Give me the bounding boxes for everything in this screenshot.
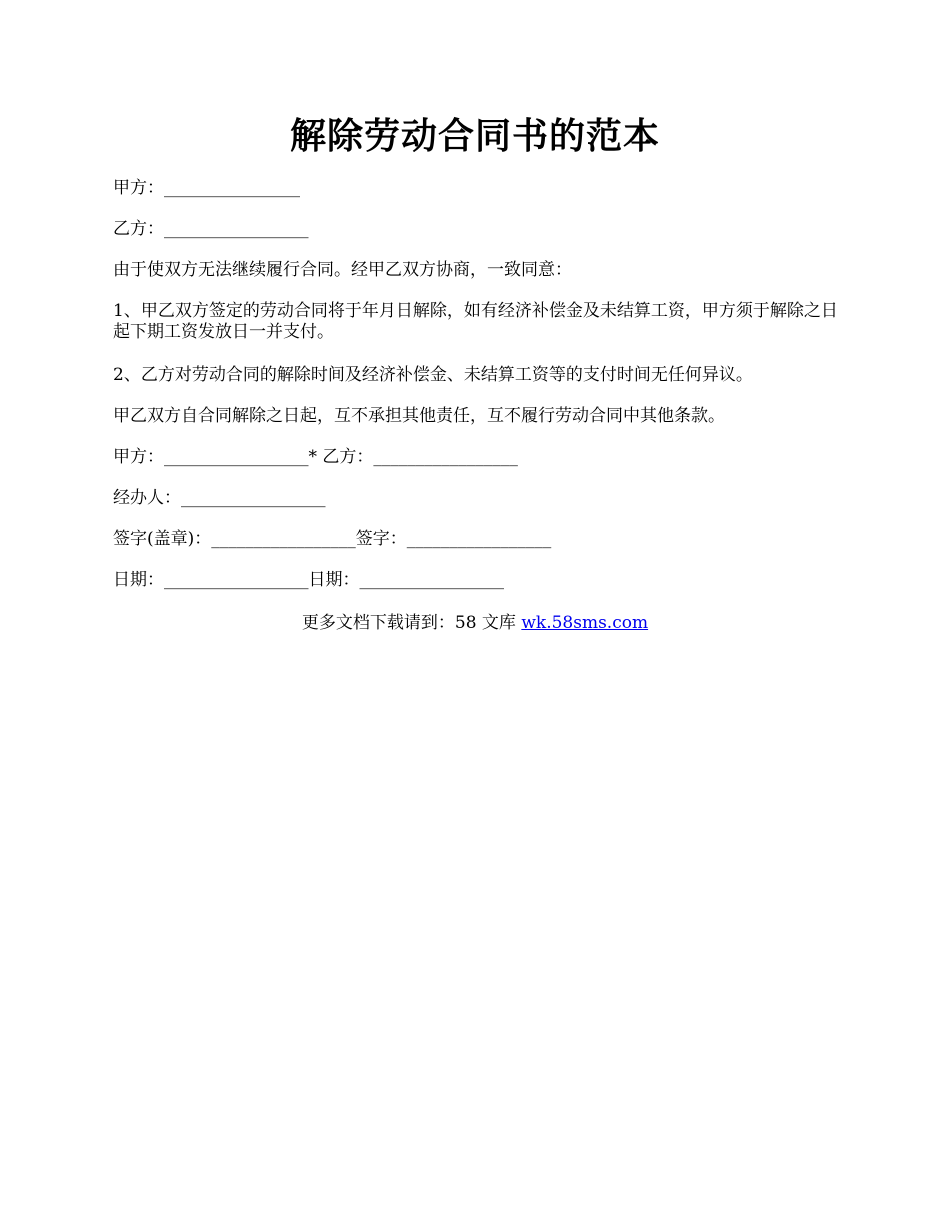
- party-a-line: 甲方：________________: [113, 178, 300, 198]
- clause-3: 甲乙双方自合同解除之日起，互不承担其他责任，互不履行劳动合同中其他条款。: [113, 406, 725, 426]
- document-title: 解除劳动合同书的范本: [289, 115, 660, 157]
- footer-link[interactable]: wk.58sms.com: [521, 613, 649, 633]
- agreement-intro: 由于使双方无法继续履行合同。经甲乙双方协商，一致同意：: [113, 260, 572, 280]
- clause-2: 2、乙方对劳动合同的解除时间及经济补偿金、未结算工资等的支付时间无任何异议。: [113, 365, 753, 385]
- handler-line: 经办人：_________________: [113, 488, 326, 508]
- footer-text: 更多文档下载请到：58 文库: [301, 613, 522, 633]
- document-body: [113, 178, 838, 611]
- party-signature-line: 甲方：_________________* 乙方：_________________: [113, 447, 518, 467]
- date-line: 日期：_________________日期：_________________: [113, 570, 504, 590]
- download-footer: [0, 612, 950, 634]
- party-b-line: 乙方：_________________: [113, 219, 309, 239]
- signature-seal-line: 签字(盖章)：_________________签字：_________________: [113, 529, 552, 549]
- clause-1: 1、甲乙双方签定的劳动合同将于年月日解除，如有经济补偿金及未结算工资，甲方须于解除之日起下期工资发放日一并支付。: [113, 301, 838, 342]
